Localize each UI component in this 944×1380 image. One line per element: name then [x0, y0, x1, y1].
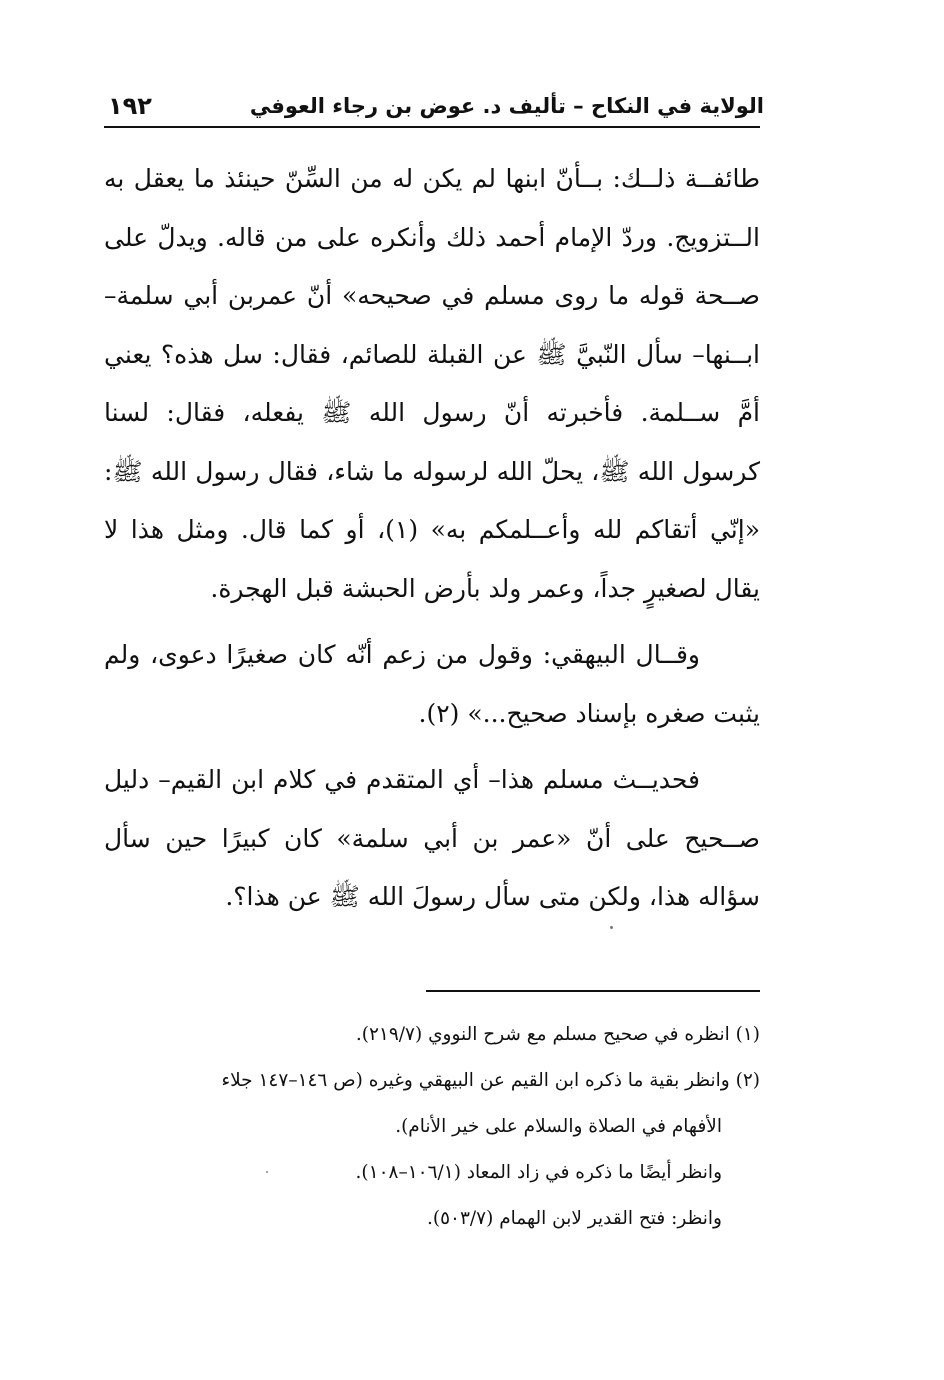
- print-speck: [610, 926, 613, 929]
- header-rule: [104, 126, 760, 128]
- print-speck-2: [266, 1171, 268, 1173]
- paragraph-1: طائفــة ذلــك: بــأنّ ابنها لم يكن له من السِّنّ حينئذ ما يعقل به الــتزويج. وردّ الإمام أحمد ذلك وأنكره على من قاله. ويدلّ على صــحة قوله ما روى مسلم في صحيحه» أنّ عمربن أبي سلمة– ابــنها– سأل النّبيَّ ﷺ عن القبلة للصائم، فقال: سل هذه؟ يعني أمَّ ســلمة. فأخبرته أنّ رسول الله ﷺ يفعله، فقال: لسنا كرسول الله ﷺ، يحلّ الله لرسوله ما شاء، فقال رسول الله ﷺ: «إنّي أتقاكم لله وأعــلمكم به» (١)، أو كما قال. ومثل هذا لا يقال لصغيرٍ جداً، وعمر ولد بأرض الحبشة قبل الهجرة.: [104, 164, 760, 603]
- footnote-1: (١) انظره في صحيح مسلم مع شرح النووي (٢١٩/٧).: [355, 1024, 760, 1045]
- running-header: [100, 88, 762, 124]
- paragraph-2: وقــال البيهقي: وقول من زعم أنّه كان صغيرًا دعوى، ولم يثبت صغره بإسناد صحيح...» (٢).: [104, 640, 760, 728]
- footnote-2-see-also-zad: وانظر أيضًا ما ذكره في زاد المعاد (١٠٦/١–١٠٨).: [355, 1162, 722, 1183]
- page-number: ١٩٢: [108, 92, 152, 120]
- footnote-2-continuation: الأفهام في الصلاة والسلام على خير الأنام).: [395, 1116, 722, 1137]
- footnote-2: (٢) وانظر بقية ما ذكره ابن القيم عن البيهقي وغيره (ص ١٤٦–١٤٧ جلاء: [221, 1070, 760, 1091]
- main-text: [104, 150, 760, 927]
- running-title: الولاية في النكاح – تأليف د. عوض بن رجاء العوفي: [249, 94, 764, 118]
- footnotes: [104, 1012, 760, 1242]
- paragraph-3: فحديــث مسلم هذا– أي المتقدم في كلام ابن القيم– دليل صــحيح على أنّ «عمر بن أبي سلمة» كان كبيرًا حين سأل سؤاله هذا، ولكن متى سأل رسولَ الله ﷺ عن هذا؟.: [104, 765, 760, 911]
- footnote-2-see-also-fath: وانظر: فتح القدير لابن الهمام (٥٠٣/٧).: [427, 1208, 722, 1229]
- footnote-rule: [426, 990, 760, 992]
